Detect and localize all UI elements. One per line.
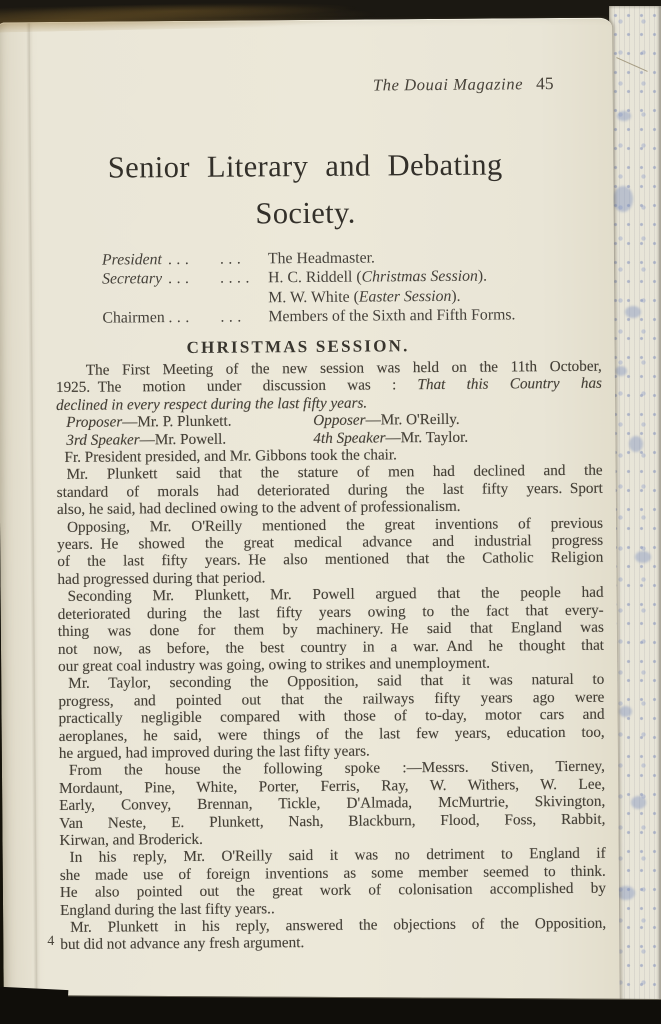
text-segment: Kirwan, and Broderick. — [59, 830, 203, 849]
text-segment: our great coal industry was going, owing to strikes and unemployment. — [58, 654, 491, 675]
article-title-line2: Society. — [255, 195, 356, 231]
text-segment: Fr. President presided, and Mr. Gibbons took the chair. — [64, 446, 397, 466]
speaker-left — [56, 430, 313, 449]
text-segment: —Mr. Powell. — [139, 430, 227, 448]
text-segment: aeroplanes, he said, were things of the last few years, education too, — [58, 723, 605, 745]
text-segment: —Mr. P. Plunkett. — [122, 412, 232, 431]
text-segment: deteriorated during the last fifty years owing to the fact that every- — [57, 601, 604, 623]
paragraph — [60, 915, 606, 954]
fore-edge-speckle — [615, 366, 627, 376]
fore-edge-crack — [616, 57, 647, 72]
text-segment: He also pointed out the great work of colonisation accomplished by — [59, 879, 606, 902]
officers-table — [102, 247, 516, 328]
text-segment: years. He showed the great medical advance and industrial progress — [57, 531, 604, 554]
officer-value — [268, 286, 515, 307]
text-segment: Seconding Mr. Plunkett, Mr. Powell argued that the people had — [67, 583, 604, 606]
text-segment: not now, as before, the best country in a war. And he thought that — [57, 636, 605, 658]
fore-edge-speckle — [635, 551, 651, 563]
fore-edge-speckle — [617, 886, 635, 900]
paragraph — [58, 671, 605, 762]
text-segment: he argued, had improved during the last fifty years. — [58, 742, 370, 762]
text-segment: Mr. Plunkett in his reply, answered the objections of the Opposition, — [70, 914, 607, 936]
paragraph — [56, 358, 602, 415]
text-segment: also, he said, had declined owing to the advent of professionalism. — [56, 498, 461, 519]
text-segment: Opposing, Mr. O'Reilly mentioned the great inventions of previous — [66, 514, 604, 536]
text-segment: ). — [477, 267, 488, 286]
text-segment: ). — [451, 287, 461, 305]
officer-role: President — [101, 251, 162, 269]
article-title-line1: Senior Literary and Debating — [107, 147, 503, 185]
text-segment: In his reply, Mr. O'Reilly said it was no detriment to England if — [69, 845, 606, 867]
paragraph — [60, 845, 607, 919]
officer-value — [268, 267, 515, 288]
paragraph — [57, 514, 604, 588]
text-segment: —Mr. O'Reilly. — [365, 411, 460, 429]
text-segment: standard of morals had deteriorated during the last fifty years. Sport — [56, 479, 603, 501]
officer-dots: ... — [167, 250, 194, 269]
article-title — [0, 141, 614, 240]
text-segment: From the house the following spoke :—Messrs. Stiven, Tierney, — [68, 758, 606, 780]
text-segment: —Mr. Taylor. — [385, 428, 469, 447]
text-segment: but did not advance any fresh argument. — [60, 934, 305, 954]
fore-edge-speckle — [617, 111, 631, 121]
text-segment: M. W. White ( — [268, 288, 359, 307]
paragraph — [57, 462, 603, 519]
speakers-block — [56, 410, 602, 449]
section-heading: CHRISTMAS SESSION. — [186, 336, 410, 357]
officer-dots — [220, 288, 268, 308]
fore-edge-speckle — [625, 306, 641, 318]
speaker-right — [313, 410, 602, 430]
officer-row — [102, 306, 515, 329]
officer-role — [102, 289, 168, 309]
text-segment: H. C. Riddell ( — [268, 268, 362, 287]
fore-edge-speckle — [629, 436, 643, 452]
fore-edge-speckle — [631, 796, 646, 809]
text-segment: England during the last fifty years.. — [59, 899, 275, 919]
officer-dots — [168, 288, 220, 308]
officer-value — [268, 306, 515, 327]
text-segment: Mr. Plunkett said that the stature of men had declined and the — [66, 462, 603, 484]
text-segment: of the last fifty years. He also mentioned that the Catholic Religion — [57, 549, 604, 571]
magazine-page — [0, 18, 620, 1016]
fore-edge-speckle — [613, 186, 633, 212]
officer-dots: ... — [220, 308, 246, 326]
officer-role: Chairmen — [102, 309, 165, 327]
book-cover-bottom-edge — [0, 995, 661, 1024]
text-segment: Van Neste, E. Plunkett, Nash, Blackburn, Flood, Foss, Rabbit, — [59, 810, 606, 832]
text-segment: practically negligible compared with those of to-day, motor cars and — [58, 705, 605, 728]
text-segment: thing was done for them by machinery. He said that England was — [57, 618, 604, 641]
text-segment: she made use of foreign inventions as some member seemed to think. — [59, 862, 606, 884]
officer-value — [268, 247, 515, 268]
italic-segment: Christmas Session — [361, 268, 478, 286]
text-segment: Early, Convey, Brennan, Tickle, D'Almada, McMurtrie, Skivington, — [59, 792, 606, 815]
officer-dots: ... — [168, 309, 194, 327]
officer-dots: ... — [219, 250, 246, 268]
italic-segment: 3rd Speaker — [66, 430, 140, 449]
speaker-left — [56, 412, 313, 431]
text-segment: progress, and pointed out that the railways fifty years ago were — [58, 688, 605, 710]
paragraph — [58, 584, 605, 675]
page-number: 45 — [535, 73, 554, 94]
text-segment: The Headmaster. — [267, 249, 376, 268]
italic-segment: Easter Session — [358, 287, 452, 306]
paragraph — [59, 758, 606, 849]
text-segment: Mr. Taylor, seconding the Opposition, said that it was natural to — [68, 670, 605, 693]
fore-edge-speckle — [619, 706, 632, 717]
speaker-right — [313, 427, 602, 447]
signature-mark: 4 — [47, 934, 55, 950]
italic-segment: That this Country has — [417, 375, 602, 394]
italic-segment: 4th Speaker — [313, 429, 386, 447]
text-segment: Members of the Sixth and Fifth Forms. — [268, 306, 516, 326]
magazine-title: The Douai Magazine — [372, 74, 524, 95]
officer-role: Secretary — [102, 270, 163, 289]
italic-segment: Proposer — [66, 413, 123, 432]
text-line — [60, 932, 606, 954]
italic-segment: declined in every respect during the last fifty years. — [56, 394, 368, 414]
officer-dots: .... — [220, 269, 254, 288]
officer-dots: ... — [168, 270, 194, 288]
text-segment: had progressed during that period. — [57, 569, 266, 588]
body-text — [56, 358, 607, 954]
text-segment: 1925. The motion under discussion was : — [55, 376, 418, 397]
running-head — [0, 73, 554, 98]
text-segment: The First Meeting of the new session was held on the 11th October, — [85, 357, 602, 379]
italic-segment: Opposer — [313, 411, 366, 430]
text-segment: Mordaunt, Pine, White, Porter, Ferris, Ray, W. Withers, W. Lee, — [59, 775, 606, 797]
